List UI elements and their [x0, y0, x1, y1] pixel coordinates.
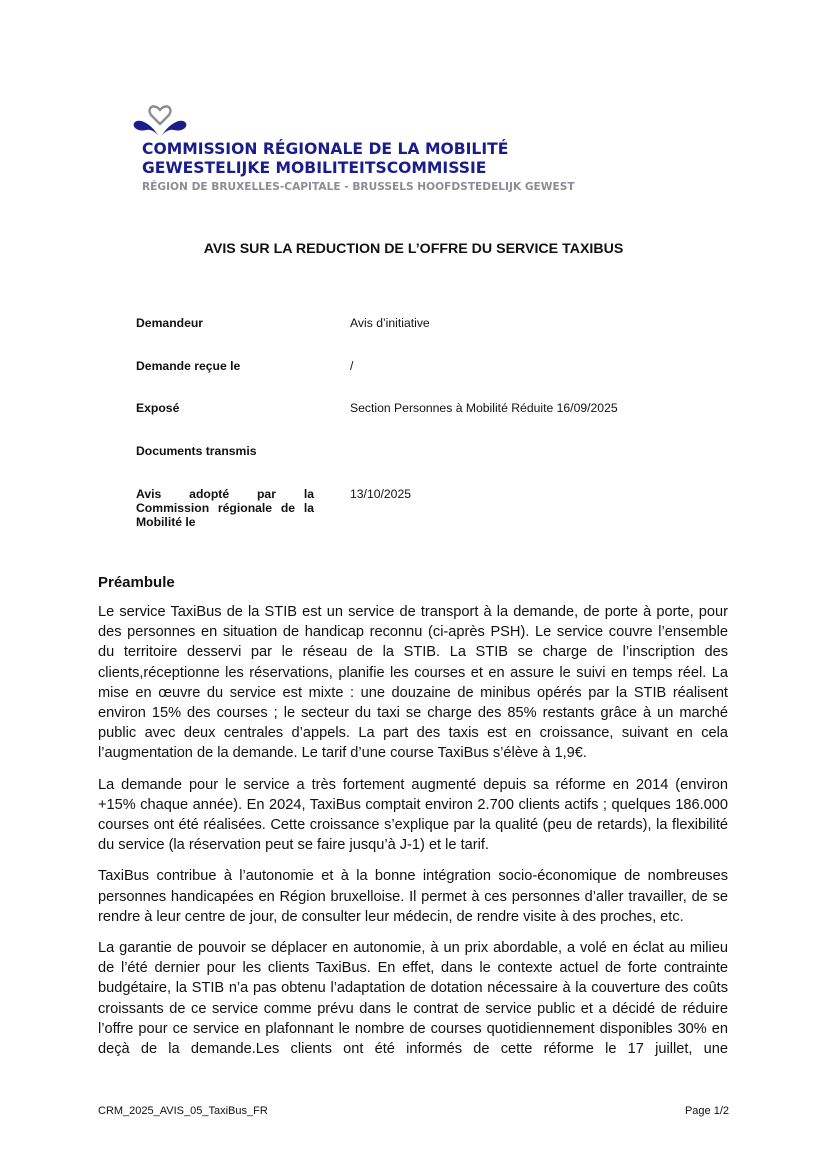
meta-label: Demande reçue le [136, 359, 241, 373]
paragraph: Le service TaxiBus de la STIB est un service de transport à la demande, de porte à porte, pour des personnes en situation de handicap reconnu (ci-après PSH). Le service couvre l’ensemble du territoire desservi par le réseau de la STIB. La STIB se charge de l’inscription des clients,réceptionne les réservations, planifie les courses et en assure le suivi en temps réel. La mise en œuvre du service est mixte : une douzaine de minibus opérés par la STIB réalisent environ 15% des courses ; le secteur du taxi se charge des 85% restants grâce à un marché public avec deux centrales d’appels. La part des taxis est en croissance, suivant en cela l’augmentation de la demande. Le tarif d’une course TaxiBus s’élève à 1,9€. [98, 604, 728, 762]
body-text [98, 602, 728, 1070]
org-region: RÉGION DE BRUXELLES-CAPITALE - BRUSSELS HOOFDSTEDELIJK GEWEST [142, 181, 575, 193]
meta-label: Avis adopté par la Commission régionale de la Mobilité le [136, 487, 314, 529]
meta-label: Exposé [136, 401, 180, 415]
heart-wings-logo-icon [133, 102, 193, 142]
meta-label: Documents transmis [136, 444, 257, 458]
section-heading: Préambule [98, 574, 175, 591]
paragraph: La demande pour le service a très fortement augmenté depuis sa réforme en 2014 (environ +15% chaque année). En 2024, TaxiBus comptait environ 2.700 clients actifs ; quelques 186.000 courses ont été réalisées. Cette croissance s’explique par la qualité (peu de retards), la flexibilité du service (la réservation peut se faire jusqu’à J-1) et le tarif. [98, 776, 728, 854]
paragraph: TaxiBus contribue à l’autonomie et à la bonne intégration socio-économique de nombreuses personnes handicapées en Région bruxelloise. Il permet à ces personnes d’aller travailler, de se rendre à leur centre de jour, de consulter leur médecin, de rendre visite à des proches, etc. [98, 868, 728, 925]
meta-value: 13/10/2025 [350, 487, 411, 501]
meta-label: Demandeur [136, 316, 204, 330]
meta-value: Section Personnes à Mobilité Réduite 16/09/2025 [350, 401, 618, 415]
org-name-fr: COMMISSION RÉGIONALE DE LA MOBILITÉ [142, 140, 509, 158]
footer-reference: CRM_2025_AVIS_05_TaxiBus_FR [98, 1105, 268, 1117]
footer-page-number: Page 1/2 [684, 1105, 729, 1117]
meta-value: / [350, 359, 354, 373]
document-title: AVIS SUR LA REDUCTION DE L’OFFRE DU SERVICE TAXIBUS [203, 241, 624, 257]
paragraph: La garantie de pouvoir se déplacer en autonomie, à un prix abordable, a volé en éclat au milieu de l’été dernier pour les clients TaxiBus. En effet, dans le contexte actuel de forte contrainte budgétaire, la STIB n’a pas obtenu l’adaptation de dotation nécessaire à la couverture des coûts croissants de ce service comme prévu dans le contrat de service public et a décidé de réduire l’offre pour ce service en plafonnant le nombre de courses quotidiennement disponibles 30% en deçà de la demande.Les clients ont été informés de cette réforme le 17 juillet, une [98, 940, 728, 1058]
meta-value: Avis d’initiative [350, 316, 430, 330]
org-name-nl: GEWESTELIJKE MOBILITEITSCOMMISSIE [142, 159, 487, 177]
organization-header [142, 140, 575, 195]
